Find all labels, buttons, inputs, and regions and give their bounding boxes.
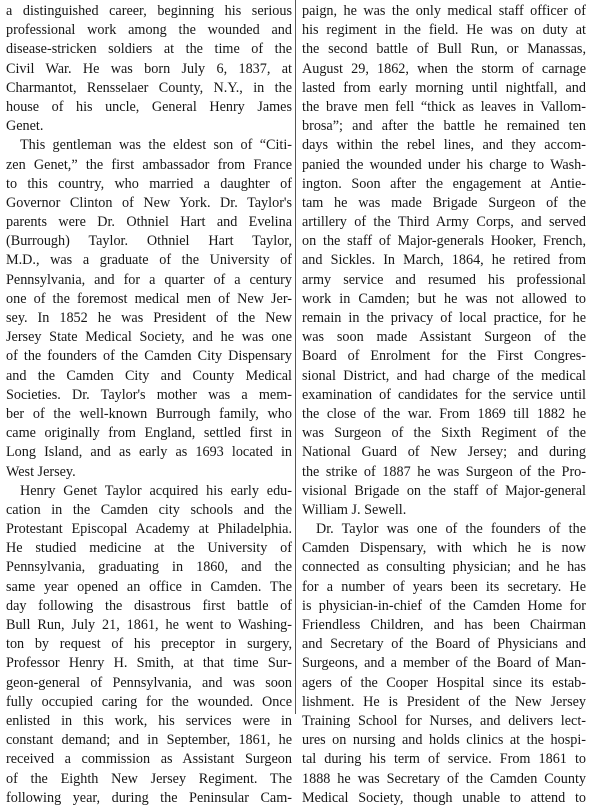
- text-line: lishment. He is President of the New Jersey: [302, 693, 586, 710]
- text-line: is physician-in-chief of the Camden Home for: [302, 597, 586, 614]
- text-line: same year opened an office in Camden. The: [6, 578, 292, 595]
- text-line: connected as consulting physician; and he has: [302, 559, 586, 576]
- column-divider: [295, 0, 296, 714]
- text-line: and Secretary of the Board of Physicians and: [302, 636, 586, 653]
- text-line: Professor Henry H. Smith, at that time Sur-: [6, 655, 292, 672]
- text-line: Long Island, and as early as 1693 located in: [6, 444, 292, 461]
- text-line: Camden Dispensary, with which he is now: [302, 540, 586, 557]
- right-column: [302, 2, 586, 808]
- text-line: was Surgeon of the Sixth Regiment of the: [302, 425, 586, 442]
- text-line: day following the disastrous first battle of: [6, 597, 292, 614]
- text-line: ton by request of his preceptor in surgery,: [6, 636, 292, 653]
- text-line: tam he was made Brigade Surgeon of the: [302, 194, 586, 211]
- text-line: Medical Society, though unable to attend to: [302, 789, 586, 806]
- text-line: the brave men fell “thick as leaves in Vallom-: [302, 98, 586, 115]
- text-line: army service and resumed his professional: [302, 271, 586, 288]
- text-line: M.D., was a graduate of the University of: [6, 252, 292, 269]
- text-line: sional District, and had charge of the medical: [302, 367, 586, 384]
- text-line: for a number of years been its secretary. He: [302, 578, 586, 595]
- text-line: work in Camden; but he was not allowed to: [302, 290, 586, 307]
- text-line: sey. In 1852 he was President of the New: [6, 310, 292, 326]
- text-line: Protestant Episcopal Academy at Philadelphia.: [6, 521, 292, 538]
- paragraph: [302, 2, 586, 520]
- text-line: and Sickles. In March, 1864, he retired from: [302, 252, 586, 269]
- text-line: panied the wounded under his charge to Wash-: [302, 156, 586, 173]
- text-line: was soon made Assistant Surgeon of the: [302, 329, 586, 346]
- text-line: received a commission as Assistant Surgeon: [6, 751, 292, 768]
- text-line: Civil War. He was born July 6, 1837, at: [6, 60, 292, 77]
- text-line: ber of the well-known Burrough family, who: [6, 405, 292, 422]
- text-line: August 29, 1862, when the storm of carnage: [302, 60, 586, 77]
- text-line: the strike of 1887 he was Surgeon of the Pro-: [302, 463, 586, 480]
- text-line: Henry Genet Taylor acquired his early edu-: [20, 482, 292, 499]
- text-line: Genet.: [6, 118, 44, 135]
- text-line: (Burrough) Taylor. Othniel Hart Taylor,: [6, 233, 292, 250]
- text-line: Pennsylvania, graduating in 1860, and the: [6, 559, 292, 576]
- text-line: to this country, who married a daughter of: [6, 175, 292, 192]
- text-line: He studied medicine at the University of: [6, 540, 292, 557]
- text-line: brosa”; and after the battle he remained ten: [302, 118, 586, 135]
- text-line: visional Brigade on the staff of Major-general: [302, 482, 586, 499]
- text-line: fully occupied caring for the wounded. Once: [6, 693, 292, 710]
- text-line: Training School for Nurses, and delivers lect-: [302, 712, 586, 729]
- text-line: zen Genet,” the first ambassador from France: [6, 156, 292, 173]
- text-line: following year, during the Peninsular Cam-: [6, 789, 292, 806]
- paragraph: [6, 136, 292, 481]
- text-line: the close of the war. From 1869 till 1882 he: [302, 405, 586, 422]
- text-line: cation in the Camden city schools and the: [6, 501, 292, 518]
- paragraph: [302, 520, 586, 808]
- text-line: agers of the Cooper Hospital since its estab-: [302, 674, 586, 691]
- text-line: lasted from early morning until nightfall, and: [302, 79, 586, 96]
- text-line: a distinguished career, beginning his serious: [6, 3, 292, 19]
- text-line: came originally from England, settled first in: [6, 425, 292, 442]
- text-line: one of the foremost medical men of New Jer-: [6, 290, 292, 307]
- text-line: examination of candidates for the service until: [302, 386, 586, 403]
- text-line: of the founders of the Camden City Dispensary: [6, 348, 292, 365]
- text-line: National Guard of New Jersey; and during: [302, 444, 586, 461]
- text-line: on the staff of Major-generals Hooker, French,: [302, 233, 586, 250]
- text-line: the second battle of Bull Run, or Manassas,: [302, 41, 586, 58]
- text-line: disease-stricken soldiers at the time of the: [6, 41, 292, 58]
- text-line: Governor Clinton of New York. Dr. Taylor's: [6, 194, 292, 211]
- text-line: ington. Soon after the engagement at Antie-: [302, 175, 586, 192]
- text-line: house of his uncle, General Henry James: [6, 98, 292, 115]
- text-line: constant demand; and in September, 1861, he: [6, 732, 292, 749]
- text-line: his regiment in the field. He was on duty at: [302, 22, 586, 39]
- text-line: tal during his term of service. From 1861 to: [302, 751, 586, 768]
- text-line: Surgeons, and a member of the Board of Man-: [302, 655, 586, 672]
- text-line: of the Eighth New Jersey Regiment. The: [6, 770, 292, 787]
- text-line: enlisted in this work, his services were in: [6, 712, 292, 729]
- text-line: William J. Sewell.: [302, 501, 407, 518]
- text-line: artillery of the Third Army Corps, and served: [302, 214, 586, 231]
- text-line: Charmantot, Rensselaer County, N.Y., in the: [6, 79, 292, 96]
- text-line: and the Camden City and County Medical: [6, 367, 292, 384]
- left-column: [6, 2, 292, 808]
- text-line: Friendless Children, and has been Chairman: [302, 617, 586, 633]
- text-line: professional work among the wounded and: [6, 22, 292, 39]
- paragraph: [6, 2, 292, 136]
- text-line: Pennsylvania, and for a quarter of a century: [6, 271, 292, 288]
- text-line: Board of Enrolment for the First Congres-: [302, 348, 586, 365]
- text-line: West Jersey.: [6, 463, 76, 480]
- text-line: days within the rebel lines, and they accom-: [302, 137, 586, 154]
- text-line: Jersey State Medical Society, and he was one: [6, 329, 292, 346]
- text-line: This gentleman was the eldest son of “Citi-: [20, 137, 292, 154]
- text-line: ures on nursing and holds clinics at the hospi-: [302, 732, 586, 749]
- text-line: Dr. Taylor was one of the founders of the: [316, 521, 586, 538]
- text-line: paign, he was the only medical staff officer of: [302, 3, 586, 19]
- text-line: 1888 he was Secretary of the Camden County: [302, 770, 586, 787]
- text-line: Societies. Dr. Taylor's mother was a mem-: [6, 386, 292, 403]
- text-line: remain in the privacy of local practice, for he: [302, 310, 586, 326]
- paragraph: [6, 482, 292, 808]
- text-line: geon-general of Pennsylvania, and was soon: [6, 674, 292, 691]
- text-line: parents were Dr. Othniel Hart and Evelina: [6, 214, 292, 231]
- text-line: Bull Run, July 21, 1861, he went to Washing-: [6, 617, 292, 633]
